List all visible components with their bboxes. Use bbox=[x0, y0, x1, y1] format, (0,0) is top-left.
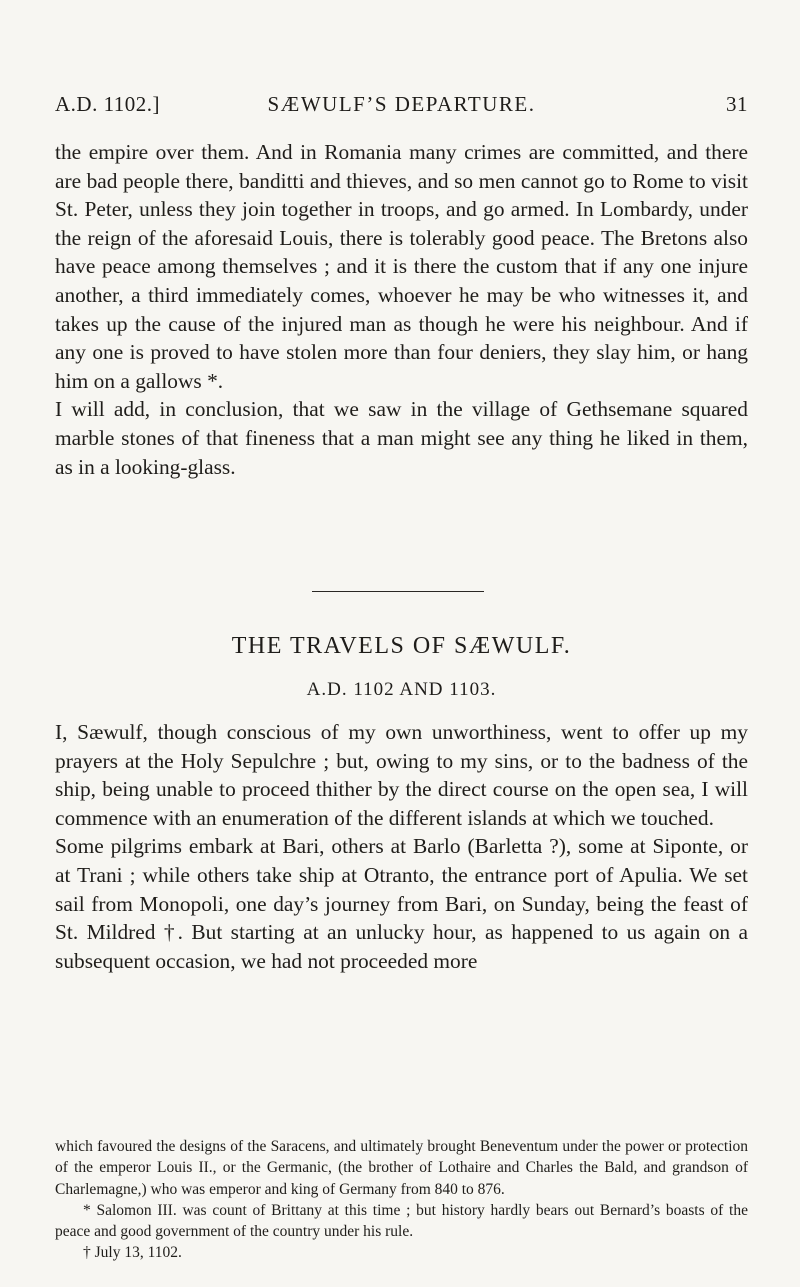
section-title: THE TRAVELS OF SÆWULF. bbox=[231, 633, 572, 659]
section-date: A.D. 1102 AND 1103. bbox=[306, 679, 497, 700]
page-number: 31 bbox=[726, 92, 748, 116]
paragraph: I, Sæwulf, though conscious of my own unworthiness, went to offer up my prayers at the Holy Sepulchre ; but, owing to my sins, or to the badness of the ship, being unable to proceed thither by the direct course on the open sea, I will commence with an enumeration of the different islands at which we touched. bbox=[55, 720, 748, 830]
intro-text bbox=[55, 138, 748, 481]
section-divider bbox=[312, 591, 484, 592]
footnote: which favoured the designs of the Saracens, and ultimately brought Beneventum under the power or protection of the emperor Louis II., or the Germanic, (the brother of Lothaire and Charles the Bald, and grandson of Charlemagne,) who was emperor and king of Germany from 840 to 876. bbox=[55, 1138, 748, 1198]
running-head-title: SÆWULF’S DEPARTURE. bbox=[267, 92, 536, 116]
paragraph: I will add, in conclusion, that we saw in the village of Gethsemane squared marble stones of that fineness that a man might see any thing he liked in them, as in a looking-glass. bbox=[55, 397, 748, 479]
footnote: * Salomon III. was count of Brittany at this time ; but history hardly bears out Bernard’s boasts of the peace and good government of the country under his rule. bbox=[55, 1201, 748, 1241]
paragraph: Some pilgrims embark at Bari, others at Barlo (Barletta ?), some at Siponte, or at Trani ; while others take ship at Otranto, the entrance port of Apulia. We set sail from Monopoli, one day’s journey from Bari, on Sunday, being the feast of St. Mildred †. But starting at an unlucky hour, as happened to us again on a subsequent occasion, we had not proceeded more bbox=[55, 834, 748, 973]
running-head-date: A.D. 1102.] bbox=[55, 92, 161, 116]
paragraph: the empire over them. And in Romania many crimes are committed, and there are bad people there, banditti and thieves, and so men cannot go to Rome to visit St. Peter, unless they join together in troops, and go armed. In Lombardy, under the reign of the aforesaid Louis, there is tolerably good peace. The Bretons also have peace among themselves ; and it is there the custom that if any one injure another, a third immediately comes, whoever he may be who witnesses it, and takes up the cause of the injured man as though he were his neighbour. And if any one is proved to have stolen more than four deniers, they slay him, or hang him on a gallows *. bbox=[55, 140, 748, 393]
footnotes bbox=[55, 1136, 748, 1264]
narrative-text bbox=[55, 718, 748, 975]
running-head bbox=[55, 92, 748, 122]
footnote: † July 13, 1102. bbox=[83, 1244, 182, 1262]
